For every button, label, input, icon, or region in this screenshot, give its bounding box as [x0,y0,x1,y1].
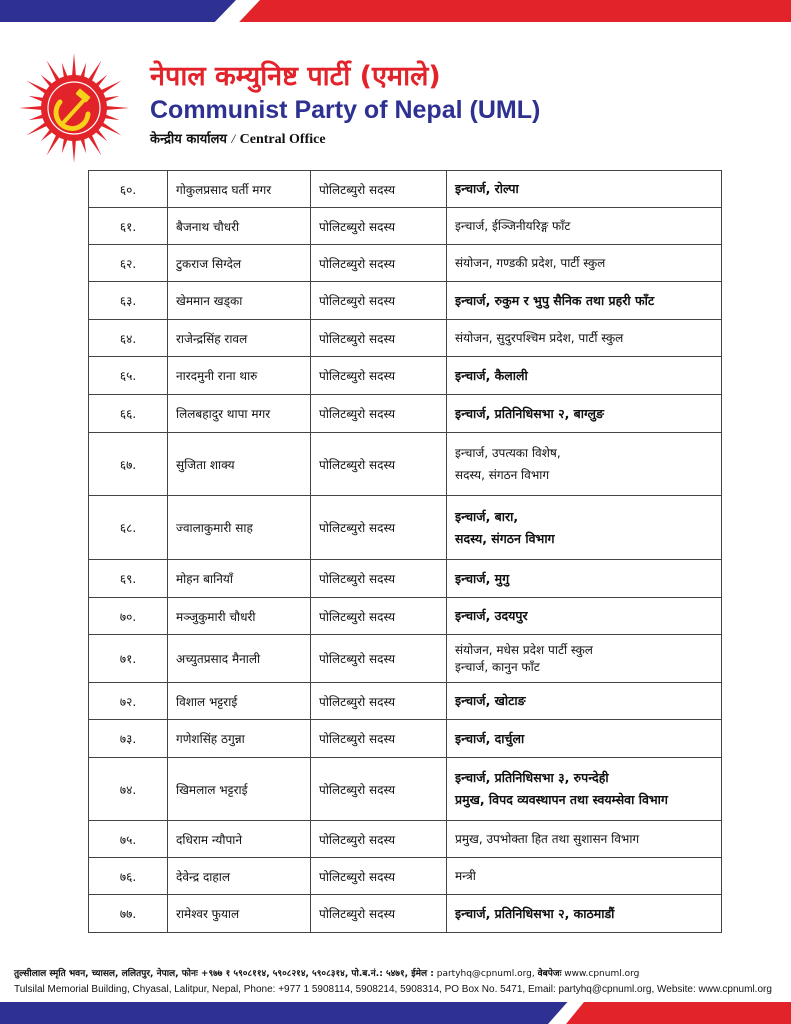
member-name-cell: टुकराज सिग्देल [168,245,311,282]
serial-number-cell: ७५. [89,821,168,858]
party-name-nepali: नेपाल कम्युनिष्ट पार्टी (एमाले) [150,61,441,92]
member-name-cell: रामेश्वर फुयाल [168,895,311,933]
serial-number-cell: ६७. [89,433,168,496]
responsibility-cell [447,683,722,720]
footer-website-nepali: www.cpnuml.org [564,969,640,979]
member-name-cell: विशाल भट्टराई [168,683,311,720]
footer-stripe-red [566,1002,791,1024]
party-name-english: Communist Party of Nepal (UML) [150,96,541,124]
header-stripe-blue [0,0,236,22]
member-name-cell: खेममान खड्का [168,282,311,320]
footer-web-label-nepali: वेबपेजः [537,969,562,979]
responsibility-line: सदस्य, संगठन विभाग [455,530,555,546]
responsibility-line: संयोजन, गण्डकी प्रदेश, पार्टी स्कुल [455,256,606,270]
table-row [89,758,722,821]
responsibility-line: इन्चार्ज, बारा, [455,508,519,524]
serial-number-cell: ६८. [89,496,168,560]
position-cell: पोलिटब्युरो सदस्य [311,598,447,635]
responsibility-line: इन्चार्ज, कानुन फाँट [455,659,540,674]
member-name-cell: लिलबहादुर थापा मगर [168,395,311,433]
politburo-responsibility-table [88,170,722,933]
responsibility-line: इन्चार्ज, रुकुम र भुपु सैनिक तथा प्रहरी फाँट [455,292,655,308]
position-cell: पोलिटब्युरो सदस्य [311,758,447,821]
table-row [89,683,722,720]
table-row [89,433,722,496]
office-label-separator: / [231,131,236,146]
serial-number-cell: ६२. [89,245,168,282]
responsibility-cell [447,598,722,635]
member-name-cell: राजेन्द्रसिंह रावल [168,320,311,357]
serial-number-cell: ७६. [89,858,168,895]
table-row [89,395,722,433]
member-name-cell: गणेशसिंह ठगुन्ना [168,720,311,758]
member-name-cell: गोकुलप्रसाद घर्ती मगर [168,171,311,208]
footer-address-nepali-text: तुल्सीलाल स्मृति भवन, च्यासल, ललितपुर, नेपाल, फोनः +९७७ १ ५९०८११४, ५९०८२१४, ५९०८३१४, पो.ब.नं.: ५४७१, ईमेल : [14,969,434,979]
table-row [89,320,722,357]
office-label [150,129,326,148]
office-label-nepali: केन्द्रीय कार्यालय [150,132,227,147]
position-cell: पोलिटब्युरो सदस्य [311,171,447,208]
serial-number-cell: ६९. [89,560,168,598]
position-cell: पोलिटब्युरो सदस्य [311,720,447,758]
member-name-cell: खिमलाल भट्टराई [168,758,311,821]
position-cell: पोलिटब्युरो सदस्य [311,208,447,245]
responsibility-line: इन्चार्ज, मुगु [455,570,510,586]
responsibility-cell [447,282,722,320]
table-body [89,171,722,933]
serial-number-cell: ६३. [89,282,168,320]
responsibility-cell [447,720,722,758]
member-name-cell: ज्वालाकुमारी साह [168,496,311,560]
responsibility-cell [447,635,722,683]
footer-address-nepali [14,966,639,979]
responsibility-line: संयोजन, सुदुरपश्चिम प्रदेश, पार्टी स्कुल [455,331,624,345]
serial-number-cell: ७१. [89,635,168,683]
responsibility-line: संयोजन, मधेस प्रदेश पार्टी स्कुल [455,642,593,657]
responsibility-line: इन्चार्ज, प्रतिनिधिसभा २, काठमाडौं [455,905,615,921]
table-row [89,821,722,858]
position-cell: पोलिटब्युरो सदस्य [311,858,447,895]
responsibility-line: इन्चार्ज, प्रतिनिधिसभा २, बाग्लुङ [455,405,604,421]
table-row [89,858,722,895]
position-cell: पोलिटब्युरो सदस्य [311,496,447,560]
serial-number-cell: ७०. [89,598,168,635]
table-row [89,720,722,758]
office-label-english: Central Office [239,132,326,147]
member-name-cell: बैजनाथ चौधरी [168,208,311,245]
responsibility-line: इन्चार्ज, उपत्यका विशेष, [455,446,561,460]
table-row [89,171,722,208]
position-cell: पोलिटब्युरो सदस्य [311,357,447,395]
position-cell: पोलिटब्युरो सदस्य [311,395,447,433]
table-row [89,560,722,598]
position-cell: पोलिटब्युरो सदस्य [311,282,447,320]
position-cell: पोलिटब्युरो सदस्य [311,635,447,683]
member-name-cell: मञ्जुकुमारी चौधरी [168,598,311,635]
responsibility-line: मन्त्री [455,869,476,883]
footer-address-english: Tulsilal Memorial Building, Chyasal, Lalitpur, Nepal, Phone: +977 1 5908114, 5908214, 5908314, PO Box No. 5471, Email: partyhq@cpnuml.org, Website: www.cpnuml.org [14,984,772,995]
position-cell: पोलिटब्युरो सदस्य [311,433,447,496]
sun-ray-icon [19,106,44,110]
serial-number-cell: ६०. [89,171,168,208]
responsibility-cell [447,821,722,858]
serial-number-cell: ६४. [89,320,168,357]
member-name-cell: सुजिता शाक्य [168,433,311,496]
member-name-cell: नारदमुनी राना थारु [168,357,311,395]
responsibility-cell [447,895,722,933]
responsibility-line: प्रमुख, विपद व्यवस्थापन तथा स्वयम्सेवा विभाग [455,792,668,807]
responsibility-cell [447,496,722,560]
footer-email-nepali: partyhq@cpnuml.org, [436,969,535,979]
responsibility-cell [447,758,722,821]
table-row [89,635,722,683]
serial-number-cell: ६१. [89,208,168,245]
responsibility-line: इन्चार्ज, खोटाङ [455,693,526,708]
responsibility-cell [447,433,722,496]
responsibility-cell [447,320,722,357]
responsibility-line: इन्चार्ज, प्रतिनिधिसभा ३, रुपन्देही [455,770,609,785]
serial-number-cell: ७७. [89,895,168,933]
table-row [89,282,722,320]
sun-ray-icon [72,138,76,163]
sun-ray-icon [72,53,76,78]
responsibility-line: सदस्य, संगठन विभाग [455,468,550,482]
responsibility-line: इन्चार्ज, कैलाली [455,367,528,383]
responsibility-line: इन्चार्ज, दार्चुला [455,730,525,746]
serial-number-cell: ६६. [89,395,168,433]
table-row [89,598,722,635]
table-row [89,895,722,933]
responsibility-cell [447,245,722,282]
serial-number-cell: ६५. [89,357,168,395]
table-row [89,357,722,395]
responsibility-cell [447,208,722,245]
responsibility-cell [447,171,722,208]
serial-number-cell: ७३. [89,720,168,758]
responsibility-cell [447,560,722,598]
position-cell: पोलिटब्युरो सदस्य [311,683,447,720]
table-row [89,496,722,560]
serial-number-cell: ७४. [89,758,168,821]
table-row [89,245,722,282]
position-cell: पोलिटब्युरो सदस्य [311,821,447,858]
position-cell: पोलिटब्युरो सदस्य [311,895,447,933]
sun-ray-icon [104,106,129,110]
position-cell: पोलिटब्युरो सदस्य [311,560,447,598]
responsibility-line: इन्चार्ज, रोल्पा [455,181,519,196]
responsibility-line: प्रमुख, उपभोक्ता हित तथा सुशासन विभाग [455,832,640,846]
responsibility-cell [447,357,722,395]
serial-number-cell: ७२. [89,683,168,720]
sun-hammer-sickle-emblem-icon [18,52,130,164]
responsibility-line: इन्चार्ज, उदयपुर [455,608,528,623]
member-name-cell: दधिराम न्यौपाने [168,821,311,858]
responsibility-cell [447,395,722,433]
responsibility-cell [447,858,722,895]
table-row [89,208,722,245]
member-name-cell: देवेन्द्र दाहाल [168,858,311,895]
member-name-cell: अच्युतप्रसाद मैनाली [168,635,311,683]
member-name-cell: मोहन बानियाँ [168,560,311,598]
position-cell: पोलिटब्युरो सदस्य [311,245,447,282]
position-cell: पोलिटब्युरो सदस्य [311,320,447,357]
responsibility-line: इन्चार्ज, ईञ्जिनीयरिङ्ग फाँट [455,219,571,233]
